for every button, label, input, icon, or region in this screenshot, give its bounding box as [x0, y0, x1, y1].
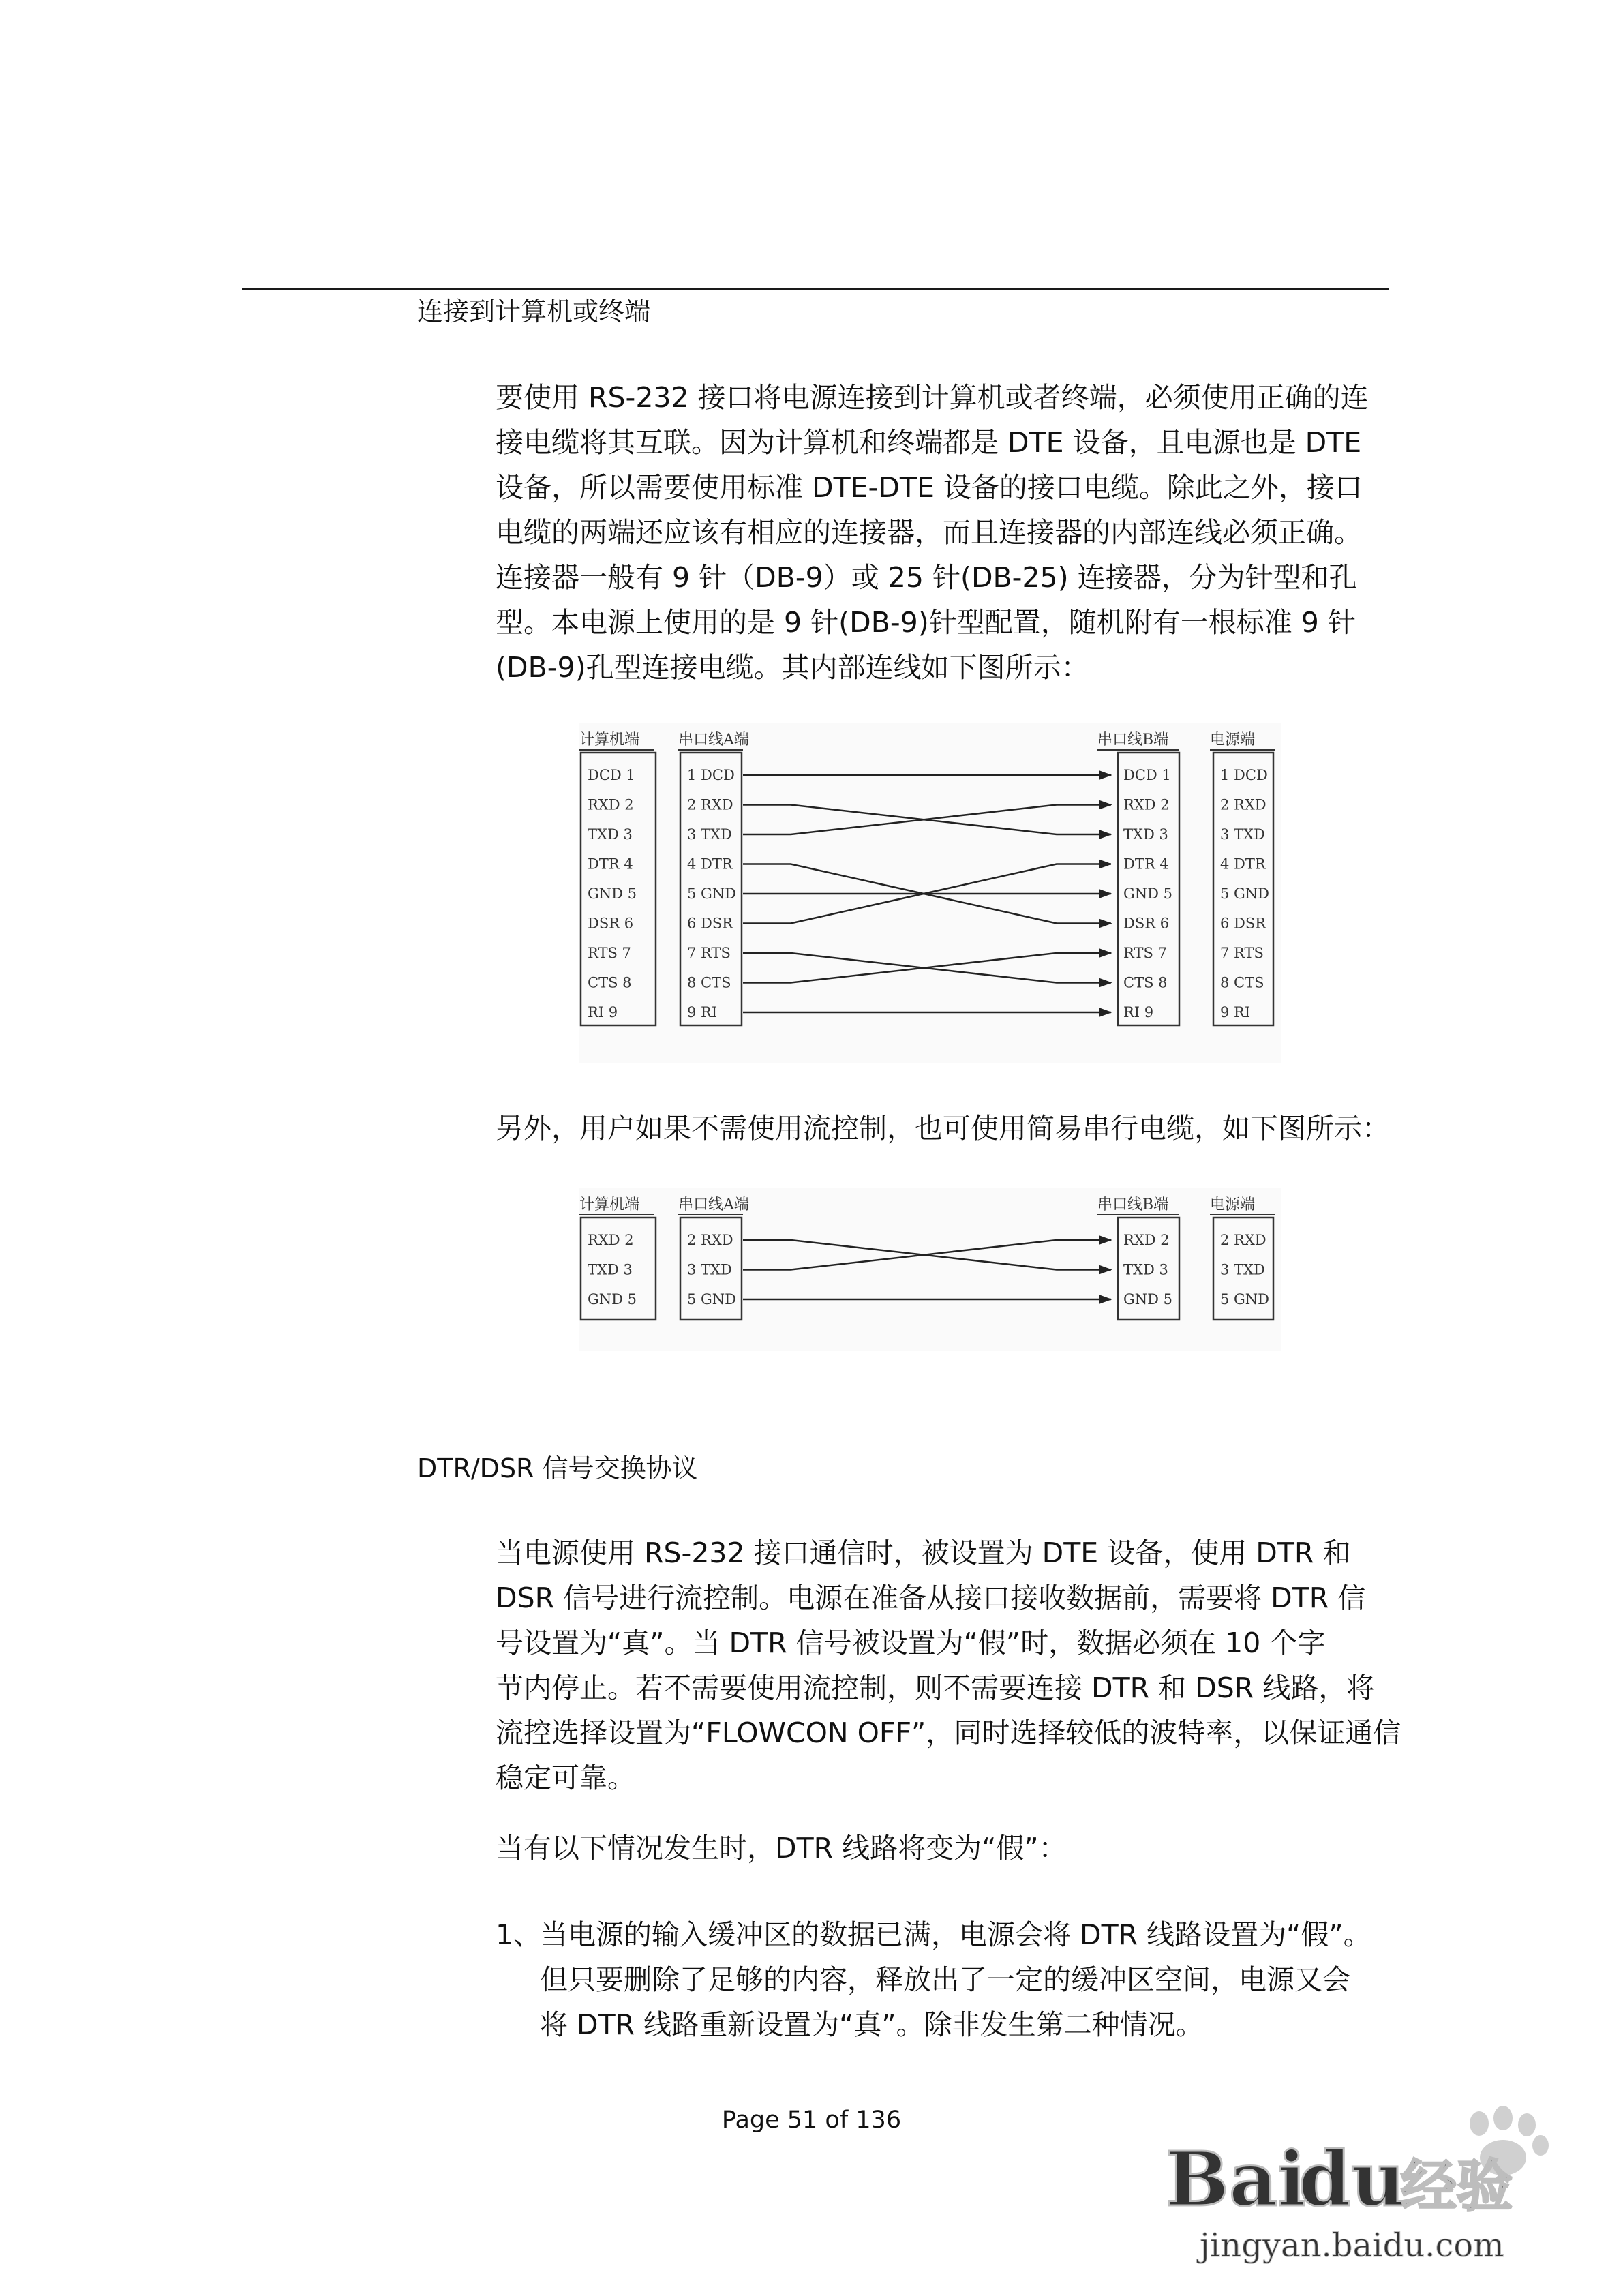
computer-pin-label: DSR 6 [588, 915, 634, 932]
svg-text:jingyan.baidu.com: jingyan.baidu.com [1200, 2226, 1504, 2265]
paragraph-line: DSR 信号进行流控制。电源在准备从接口接收数据前，需要将 DTR 信 [496, 1582, 1366, 1614]
full-cable-wiring-diagram [579, 723, 1281, 1063]
col-label-cable-b: 串口线B端 [1097, 731, 1169, 749]
list-number: 1、 [496, 1918, 542, 1951]
power-pin-label: 2 RXD [1220, 1232, 1266, 1248]
section-heading-dtr-dsr: DTR/DSR 信号交换协议 [417, 1453, 698, 1483]
section-heading-connect: 连接到计算机或终端 [417, 297, 651, 327]
paragraph-line: 型。本电源上使用的是 9 针(DB-9)针型配置，随机附有一根标准 9 针 [496, 606, 1356, 639]
cable-b-pin-label: RTS 7 [1123, 945, 1167, 961]
power-pin-label: 5 GND [1220, 1291, 1270, 1308]
cable-a-pin-label: 5 GND [687, 1291, 737, 1308]
paragraph-line: 要使用 RS-232 接口将电源连接到计算机或者终端，必须使用正确的连 [496, 381, 1369, 414]
list-line: 但只要删除了足够的内容，释放出了一定的缓冲区空间，电源又会 [540, 1963, 1350, 1996]
paragraph-line: 当有以下情况发生时，DTR 线路将变为“假”： [496, 1832, 1067, 1864]
svg-text:经验: 经验 [1401, 2154, 1513, 2219]
cable-b-pin-label: GND 5 [1123, 1291, 1173, 1308]
power-pin-label: 3 TXD [1220, 826, 1265, 843]
col-label-computer: 计算机端 [579, 731, 640, 749]
power-pin-label: 8 CTS [1220, 974, 1264, 991]
col-label-cable-a: 串口线A端 [678, 1196, 749, 1213]
power-pin-label: 2 RXD [1220, 796, 1266, 813]
power-pin-label: 1 DCD [1220, 767, 1268, 783]
paragraph-line: 电缆的两端还应该有相应的连接器，而且连接器的内部连线必须正确。 [496, 516, 1362, 549]
computer-pin-label: RXD 2 [588, 796, 634, 813]
col-label-power: 电源端 [1210, 1196, 1256, 1213]
cable-a-pin-label: 3 TXD [687, 1261, 732, 1278]
cable-b-pin-label: TXD 3 [1123, 826, 1168, 843]
paragraph-line: 设备，所以需要使用标准 DTE-DTE 设备的接口电缆。除此之外，接口 [496, 471, 1363, 504]
cable-b-pin-label: RXD 2 [1123, 796, 1170, 813]
cable-b-pin-label: DSR 6 [1123, 915, 1170, 932]
page-number: Page 51 of 136 [721, 2106, 902, 2134]
simple-cable-intro [496, 1106, 1391, 1151]
paragraph-line: 另外，用户如果不需使用流控制，也可使用简易串行电缆，如下图所示： [496, 1112, 1390, 1145]
power-pin-label: 5 GND [1220, 886, 1270, 902]
col-label-cable-a: 串口线A端 [678, 731, 749, 749]
computer-pin-label: GND 5 [588, 886, 637, 902]
paragraph-line: (DB-9)孔型连接电缆。其内部连线如下图所示： [496, 651, 1089, 684]
cable-a-pin-label: 3 TXD [687, 826, 732, 843]
svg-text:Bai: Bai [1166, 2135, 1307, 2223]
baidu-jingyan-watermark [1159, 2103, 1561, 2274]
col-label-power: 电源端 [1210, 731, 1256, 749]
cable-a-pin-label: 9 RI [687, 1004, 718, 1021]
header-rule [242, 288, 1389, 290]
paragraph-line: 连接器一般有 9 针（DB-9）或 25 针(DB-25) 连接器，分为针型和孔 [496, 561, 1357, 594]
cable-b-pin-label: CTS 8 [1123, 974, 1168, 991]
paragraph-line: 节内停止。若不需要使用流控制，则不需要连接 DTR 和 DSR 线路，将 [496, 1672, 1375, 1704]
cable-a-pin-label: 7 RTS [687, 945, 731, 961]
power-pin-label: 6 DSR [1220, 915, 1266, 932]
cable-b-pin-label: DTR 4 [1123, 856, 1169, 873]
computer-pin-label: TXD 3 [588, 1261, 633, 1278]
cable-a-pin-label: 2 RXD [687, 796, 733, 813]
cable-b-pin-label: DCD 1 [1123, 767, 1171, 783]
cable-b-pin-label: TXD 3 [1123, 1261, 1168, 1278]
computer-pin-label: GND 5 [588, 1291, 637, 1308]
paragraph-line: 接电缆将其互联。因为计算机和终端都是 DTE 设备，且电源也是 DTE [496, 426, 1362, 459]
col-label-cable-b: 串口线B端 [1097, 1196, 1169, 1213]
section1-paragraph [496, 375, 1391, 690]
computer-pin-label: RTS 7 [588, 945, 631, 961]
power-pin-label: 9 RI [1220, 1004, 1251, 1021]
section2-paragraph [496, 1530, 1401, 1800]
paragraph-line: 流控选择设置为“FLOWCON OFF”，同时选择较低的波特率，以保证通信 [496, 1717, 1401, 1749]
computer-pin-label: DTR 4 [588, 856, 633, 873]
paragraph-line: 号设置为“真”。当 DTR 信号被设置为“假”时，数据必须在 10 个字 [496, 1627, 1326, 1659]
simple-cable-wiring-diagram [579, 1188, 1281, 1351]
list-line: 将 DTR 线路重新设置为“真”。除非发生第二种情况。 [540, 2008, 1204, 2041]
list-item [540, 1912, 1391, 2047]
cable-b-pin-label: GND 5 [1123, 886, 1173, 902]
cable-a-pin-label: 2 RXD [687, 1232, 733, 1248]
computer-pin-label: DCD 1 [588, 767, 635, 783]
computer-pin-label: CTS 8 [588, 974, 632, 991]
computer-pin-label: TXD 3 [588, 826, 633, 843]
cable-a-pin-label: 1 DCD [687, 767, 735, 783]
paragraph-line: 当电源使用 RS-232 接口通信时，被设置为 DTE 设备，使用 DTR 和 [496, 1537, 1351, 1569]
cable-b-pin-label: RI 9 [1123, 1004, 1154, 1021]
power-pin-label: 4 DTR [1220, 856, 1266, 873]
computer-pin-label: RXD 2 [588, 1232, 634, 1248]
list-line: 当电源的输入缓冲区的数据已满，电源会将 DTR 线路设置为“假”。 [540, 1918, 1371, 1951]
col-label-computer: 计算机端 [579, 1196, 640, 1213]
cable-a-pin-label: 5 GND [687, 886, 737, 902]
svg-text:du: du [1299, 2135, 1406, 2223]
condition-intro [496, 1826, 1391, 1871]
cable-a-pin-label: 8 CTS [687, 974, 731, 991]
power-pin-label: 3 TXD [1220, 1261, 1265, 1278]
power-pin-label: 7 RTS [1220, 945, 1264, 961]
cable-b-pin-label: RXD 2 [1123, 1232, 1170, 1248]
cable-a-pin-label: 4 DTR [687, 856, 733, 873]
cable-a-pin-label: 6 DSR [687, 915, 733, 932]
paragraph-line: 稳定可靠。 [496, 1762, 635, 1794]
computer-pin-label: RI 9 [588, 1004, 618, 1021]
